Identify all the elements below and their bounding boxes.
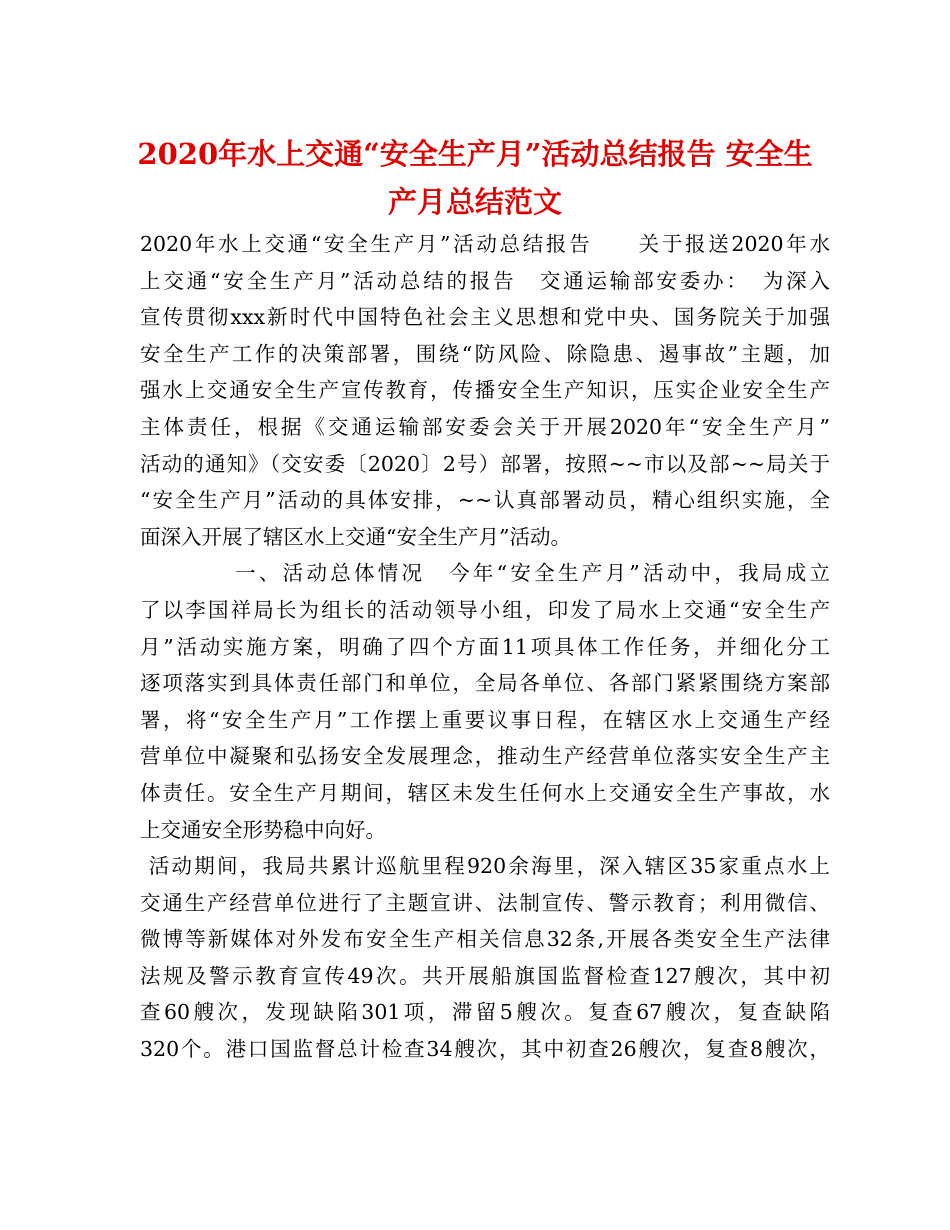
body-line: 320个。港口国监督总计检查34艘次，其中初查26艘次，复查8艘次， — [140, 1037, 830, 1062]
body-line: 强水上交通安全生产宣传教育，传播安全生产知识，压实企业安全生产 — [140, 378, 830, 403]
body-line: 交通生产经营单位进行了主题宣讲、法制宣传、警示教育；利用微信、 — [140, 890, 830, 915]
body-line: 上交通安全形势稳中向好。 — [140, 817, 386, 842]
body-line: 2020年水上交通“安全生产月”活动总结报告 关于报送2020年水 — [140, 232, 830, 256]
body-line: 法规及警示教育宣传49次。共开展船旗国监督检查127艘次，其中初 — [140, 963, 830, 988]
document-title-line-2: 产月总结范文 — [387, 185, 562, 219]
body-line: 逐项落实到具体责任部门和单位，全局各单位、各部门紧紧围绕方案部 — [140, 671, 830, 696]
body-line: 主体责任，根据《交通运输部安委会关于开展2020年“安全生产月” — [140, 414, 830, 439]
body-line: 了以李国祥局长为组长的活动领导小组，印发了局水上交通“安全生产 — [140, 597, 830, 622]
document-body — [140, 226, 830, 1068]
body-line: 查60艘次，发现缺陷301项，滞留5艘次。复查67艘次，复查缺陷 — [140, 1000, 830, 1025]
body-line: 体责任。安全生产月期间，辖区未发生任何水上交通安全生产事故，水 — [140, 780, 830, 805]
body-line: 活动的通知》（交安委〔2020〕2号）部署，按照~~市以及部~~局关于 — [140, 451, 830, 476]
body-line: 营单位中凝聚和弘扬安全发展理念，推动生产经营单位落实安全生产主 — [140, 744, 830, 769]
body-line: 微博等新媒体对外发布安全生产相关信息32条,开展各类安全生产法律 — [140, 927, 830, 952]
document-title-line-1: 2020年水上交通“安全生产月”活动总结报告 安全生 — [137, 137, 813, 171]
body-line: 署，将“安全生产月”工作摆上重要议事日程，在辖区水上交通生产经 — [140, 707, 830, 732]
body-line: 月”活动实施方案，明确了四个方面11项具体工作任务，并细化分工 — [140, 634, 830, 659]
body-line: 宣传贯彻xxx新时代中国特色社会主义思想和党中央、国务院关于加强 — [140, 305, 830, 330]
body-line: 安全生产工作的决策部署，围绕“防风险、除隐患、遏事故”主题，加 — [140, 341, 830, 366]
body-line: 一、活动总体情况 今年“安全生产月”活动中，我局成立 — [140, 561, 830, 586]
body-line: “安全生产月”活动的具体安排，~~认真部署动员，精心组织实施，全 — [140, 488, 830, 513]
body-line: 活动期间，我局共累计巡航里程920余海里，深入辖区35家重点水上 — [140, 854, 830, 879]
body-line: 面深入开展了辖区水上交通“安全生产月”活动。 — [140, 524, 571, 549]
body-line: 上交通“安全生产月”活动总结的报告 交通运输部安委办： 为深入 — [140, 268, 830, 293]
